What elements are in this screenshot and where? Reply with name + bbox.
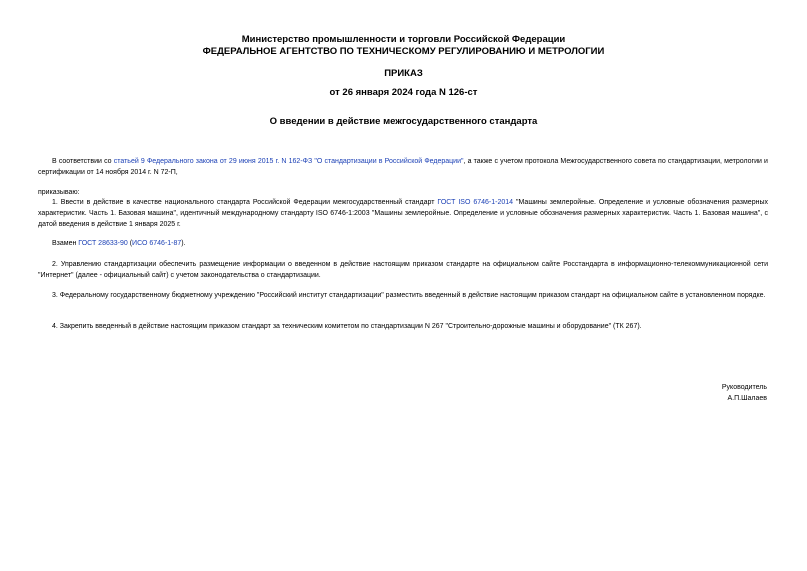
signatory-name: А.П.Шалаев xyxy=(727,395,767,402)
gost-28633-link[interactable]: ГОСТ 28633-90 xyxy=(78,240,128,247)
replace-suffix: ). xyxy=(181,240,186,247)
item-4-paragraph: 4. Закрепить введенный в действие настоящим приказом стандарт за техническим комитетом по стандартизации N 267 "Строительно-дорожные машины и оборудование" (ТК 267). xyxy=(52,323,642,330)
document-title: О введении в действие межгосударственного стандарта xyxy=(269,116,538,127)
item-3-paragraph: 3. Федеральному государственному бюджетному учреждению "Российский институт стандартизации" разместить введенный в действие настоящим приказом стандарт на официальном сайте в установленном порядке. xyxy=(52,292,766,299)
item-1-paragraph xyxy=(38,197,768,230)
document-type: ПРИКАЗ xyxy=(384,68,423,79)
replace-paragraph xyxy=(38,238,768,249)
replace-middle: ( xyxy=(127,240,133,247)
preamble-paragraph xyxy=(38,156,768,178)
agency-name: ФЕДЕРАЛЬНОЕ АГЕНТСТВО ПО ТЕХНИЧЕСКОМУ РЕГУЛИРОВАНИЮ И МЕТРОЛОГИИ xyxy=(202,46,605,57)
signatory-position: Руководитель xyxy=(721,384,767,391)
item-1-suffix: "Машины землеройные. Определение и условные обозначения размерных характеристик. Часть 1. Базовая машина", идентичный международному стандарту ISO 6746-1:2003 "Машины землеройные. Определение и условные обозначения размерных характеристик. Часть 1. Базовая машина", с датой введения в действие 1 января 2025 г. xyxy=(38,199,768,228)
iso-6746-link[interactable]: ИСО 6746-1-87 xyxy=(132,240,182,247)
preamble-suffix: , а также с учетом протокола Межгосударственного совета по стандартизации, метрологии и сертификации от 14 ноября 2014 г. N 72-П, xyxy=(38,158,768,176)
replace-prefix: Взамен xyxy=(52,240,79,247)
order-word: приказываю: xyxy=(38,189,80,196)
law-link[interactable]: статьей 9 Федерального закона от 29 июня 2015 г. N 162-ФЗ "О стандартизации в Российской Федерации" xyxy=(113,158,464,165)
gost-iso-link[interactable]: ГОСТ ISO 6746-1-2014 xyxy=(437,199,514,206)
preamble-prefix: В соответствии со xyxy=(52,158,114,165)
document-date-number: от 26 января 2024 года N 126-ст xyxy=(329,87,478,98)
ministry-name: Министерство промышленности и торговли Российской Федерации xyxy=(241,34,566,45)
item-1-prefix: 1. Ввести в действие в качестве национального стандарта Российской Федерации межгосударственный стандарт xyxy=(52,199,438,206)
item-2-paragraph: 2. Управлению стандартизации обеспечить размещение информации о введенном в действие настоящим приказом стандарте на официальном сайте Росстандарта в информационно-телекоммуникационной сети "Интернет" (далее - официальный сайт) с учетом законодательства о стандартизации. xyxy=(38,261,768,279)
